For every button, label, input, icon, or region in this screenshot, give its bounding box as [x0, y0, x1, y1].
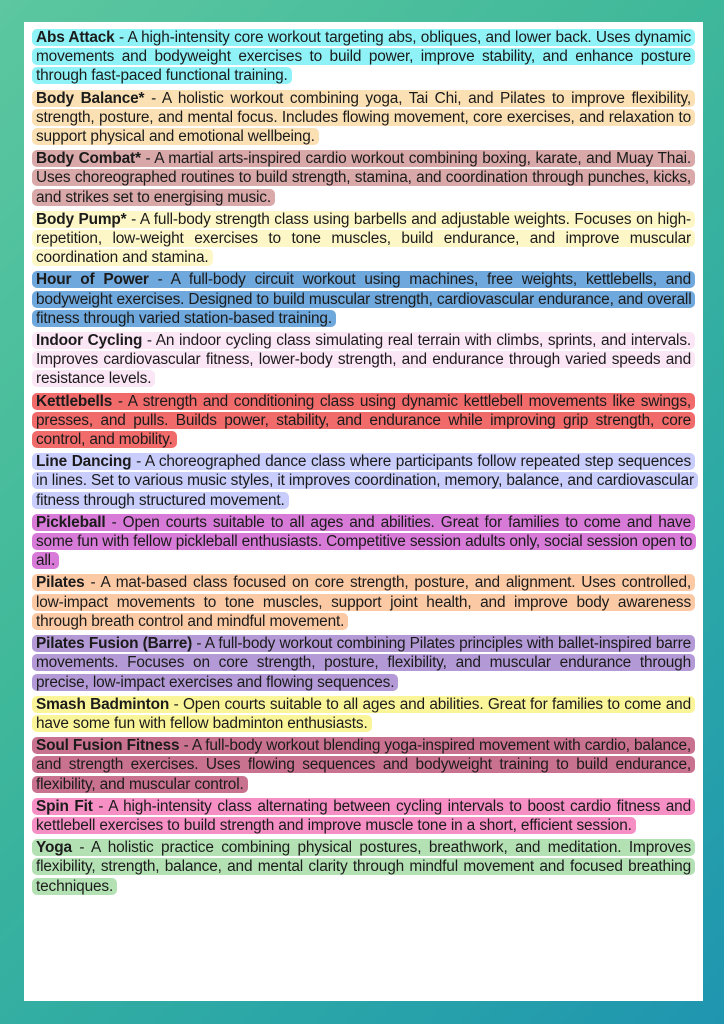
class-title: Pilates Fusion (Barre) — [36, 635, 193, 653]
class-title: Soul Fusion Fitness — [36, 737, 180, 755]
class-entry-text — [32, 90, 695, 145]
class-description: - A holistic workout combining yoga, Tai Chi, and Pilates to improve flexibility, strength, posture, and mental focus. Includes flowing movement, core exercises, and relaxation to support physical and emotional wellbeing. — [36, 89, 691, 146]
class-entry — [32, 695, 695, 733]
class-description: - A high-intensity core workout targeting abs, obliques, and lower back. Uses dynamic movements and bodyweight exercises to build power, improve stability, and enhance posture through fast-paced functional training. — [36, 29, 691, 85]
class-list — [32, 28, 695, 896]
class-entry — [32, 149, 695, 207]
class-entry — [32, 797, 695, 835]
class-title: Line Dancing — [36, 453, 132, 471]
class-description: - Open courts suitable to all ages and abilities. Great for families to come and have some fun with fellow pickleball enthusiasts. Competitive session adults only, social session open to all. — [36, 513, 693, 570]
class-description: - A choreographed dance class where participants follow repeated step sequences in lines. Set to various music styles, it improves coordination, memory, balance, and cardiovascular fitness through structured movement. — [36, 453, 694, 509]
class-entry-text — [32, 29, 695, 84]
class-title: Smash Badminton — [36, 695, 170, 713]
class-title: Abs Attack — [36, 29, 115, 46]
class-entry-text — [32, 635, 695, 690]
class-entry-text — [32, 574, 695, 629]
class-title: Pilates — [36, 574, 85, 592]
class-entry-text — [32, 271, 695, 326]
class-title: Hour of Power — [36, 271, 149, 289]
class-entry — [32, 270, 695, 328]
class-entry — [32, 452, 695, 510]
class-entry-text — [32, 150, 695, 205]
class-description: - A martial arts-inspired cardio workout combining boxing, karate, and Muay Thai. Uses choreographed routines to build strength, stamina, and coordination through punches, kicks, and strikes set to energising music. — [36, 150, 691, 206]
class-entry — [32, 331, 695, 389]
class-entry-text — [32, 514, 696, 569]
class-description: - A full-body strength class using barbells and adjustable weights. Focuses on high-repetition, low-weight exercises to tone muscles, build endurance, and improve muscular coordination and stamina. — [36, 210, 692, 267]
class-entry — [32, 634, 695, 692]
class-entry — [32, 573, 695, 631]
class-title: Spin Fit — [36, 797, 93, 815]
class-entry-text — [32, 453, 698, 508]
class-description: - A full-body circuit workout using machines, free weights, kettlebells, and bodyweight exercises. Designed to build muscular strength, cardiovascular endurance, and overall fitness through varied station-based training. — [36, 271, 692, 327]
class-entry-text — [32, 393, 695, 448]
class-entry — [32, 210, 695, 268]
class-entry — [32, 89, 695, 147]
class-description: - A strength and conditioning class using dynamic kettlebell movements like swings, presses, and pulls. Builds power, stability, and endurance while improving grip strength, core control, and mobility. — [36, 392, 691, 449]
class-description: - A mat-based class focused on core strength, posture, and alignment. Uses controlled, low-impact movements to tone muscles, support joint health, and improve body awareness through breath control and mindful movement. — [36, 574, 691, 630]
class-entry-text — [32, 332, 695, 387]
class-title: Indoor Cycling — [36, 332, 143, 350]
class-title: Kettlebells — [36, 392, 113, 410]
class-description: - Open courts suitable to all ages and abilities. Great for families to come and have some fun with fellow badminton enthusiasts. — [36, 695, 691, 732]
class-title: Body Combat* — [36, 150, 141, 168]
class-description: - An indoor cycling class simulating real terrain with climbs, sprints, and intervals. Improves cardiovascular fitness, lower-body strength, and endurance through varied speeds and resistance levels. — [36, 332, 691, 388]
class-title: Body Pump* — [36, 210, 127, 228]
class-entry — [32, 736, 695, 794]
class-description: - A holistic practice combining physical postures, breathwork, and meditation. Improves flexibility, strength, balance, and mental clarity through mindful movement and focused breathing techniques. — [36, 839, 691, 895]
class-entry-text — [32, 839, 695, 894]
class-title: Yoga — [36, 839, 72, 857]
class-description: - A full-body workout combining Pilates principles with ballet-inspired barre movements. Focuses on core strength, posture, flexibility, and muscular endurance through precise, low-impact exercises and flowing sequences. — [36, 635, 691, 691]
class-entry — [32, 392, 695, 450]
class-description: - A high-intensity class alternating between cycling intervals to boost cardio fitness and kettlebell exercises to build strength and improve muscle tone in a short, efficient session. — [36, 797, 691, 834]
class-entry — [32, 28, 695, 86]
class-descriptions-page — [24, 22, 703, 1001]
class-entry-text — [32, 211, 695, 266]
class-entry-text — [32, 696, 695, 732]
class-entry-text — [32, 737, 695, 792]
class-entry — [32, 838, 695, 896]
class-description: - A full-body workout blending yoga-inspired movement with cardio, balance, and strength exercises. Uses flowing sequences and bodyweight training to build endurance, flexibility, and muscular control. — [36, 737, 691, 793]
class-title: Body Balance* — [36, 89, 145, 107]
class-title: Pickleball — [36, 513, 106, 531]
class-entry — [32, 513, 695, 571]
class-entry-text — [32, 798, 695, 834]
